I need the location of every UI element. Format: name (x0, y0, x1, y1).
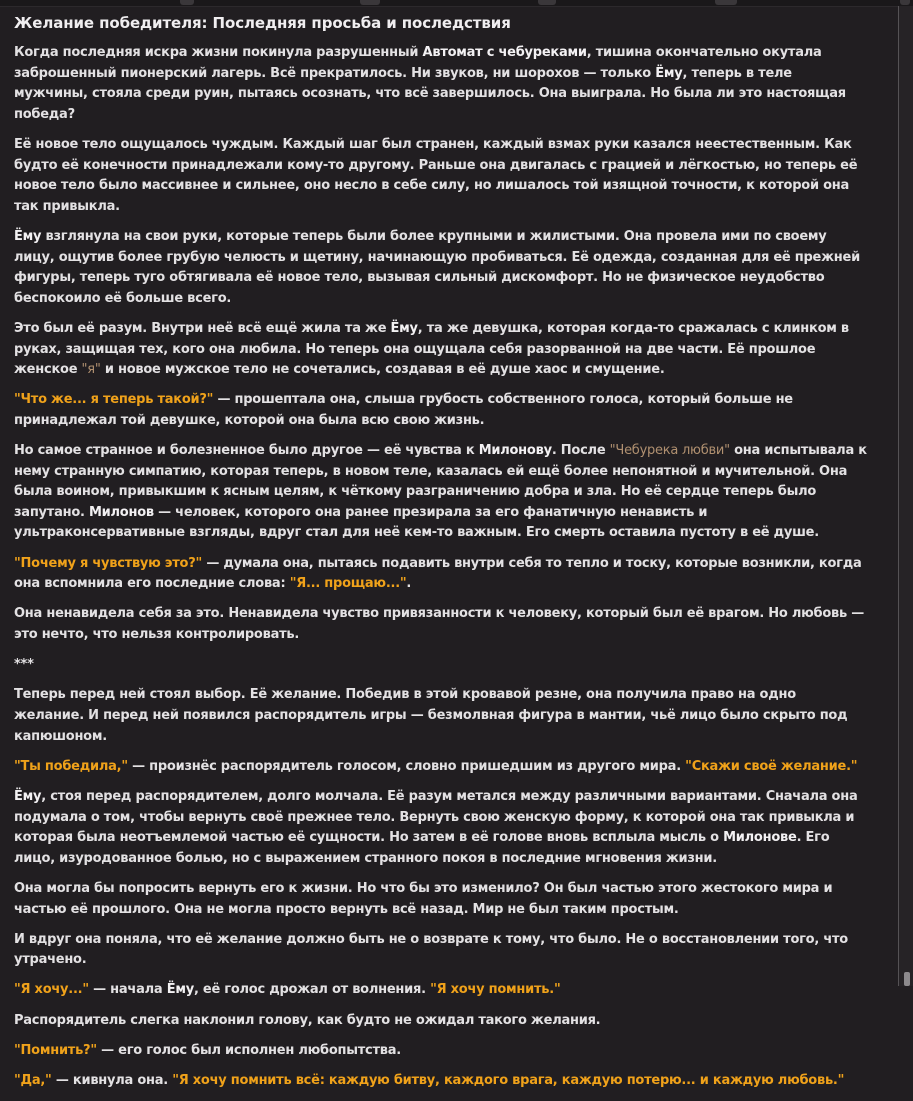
dialogue-quote: "Я хочу помнить." (430, 982, 561, 998)
story-title: Желание победителя: Последняя просьба и последствия (14, 14, 511, 32)
narration-text: Она ненавидела себя за это. Ненавидела чувство привязанности к человеку, который был её врагом. Но любовь — это нечто, что нельзя контролировать. (14, 606, 865, 642)
narration-text: , тишина окончательно окутала заброшенный пионерский лагерь. Всё прекратилось. Ни звуков, ни шорохов — только (14, 45, 822, 81)
narration-text: , теперь в теле мужчины, стояла среди руин, пытаясь осознать, что всё завершилось. Она выиграла. Но была ли это настоящая победа? (14, 65, 846, 122)
dialogue-quote: "Скажи своё желание." (685, 758, 858, 774)
dialogue-quote: "Помнить?" (14, 1042, 97, 1058)
toolbar-icon[interactable] (900, 0, 910, 5)
dialogue-quote: "Я хочу..." (14, 982, 89, 998)
dialogue-quote: "Я хочу помнить всё: каждую битву, каждого врага, каждую потерю... и каждую любовь." (172, 1073, 845, 1089)
top-toolbar-edge (0, 0, 913, 7)
narration-text: *** (14, 657, 34, 673)
narration-text: Распорядитель слегка наклонил голову, как будто не ожидал такого желания. (14, 1012, 601, 1028)
narration-text: Её новое тело ощущалось чуждым. Каждый шаг был странен, каждый взмах руки казался неестественным. Как будто её конечности принадлежали кому-то другому. Раньше она двигалась с грацией и лёгкостью, но теперь её новое тело было массивнее и сильнее, оно несло в себе силу, но лишалось той изящной точности, к которой она так привыкла. (14, 136, 858, 214)
narration-text: — прошептала она, слыша грубость собственного голоса, который больше не принадлежал той девушке, которой она была всю свою жизнь. (14, 392, 793, 428)
narration-text: взглянула на свои руки, которые теперь были более крупными и жилистыми. Она провела ими по своему лицу, ощутив более грубую челюсть и щетину, начинающую пробиваться. Её одежда, созданная для её прежней фигуры, теперь туго обтягивала её новое тело, вызывая сильный дискомфорт. Но не физическое неудобство беспокоило её больше всего. (14, 228, 860, 306)
vertical-scrollbar[interactable] (898, 6, 913, 986)
character-name: Ёму (390, 320, 418, 336)
narration-text: — думала она, пытаясь подавить внутри себя то тепло и тоску, которые возникли, когда она вспомнила его последние слова: (14, 555, 862, 592)
story-paragraph (14, 1041, 869, 1062)
story-paragraph (14, 980, 869, 1001)
narration-text: — его голос был исполнен любопытства. (96, 1042, 401, 1058)
narration-text: , та же девушка, которая когда-то сражалась с клинком в руках, защищая тех, кого она любила. Но теперь она ощущала себя разорванной на две части. Её прошлое женское (14, 320, 849, 378)
narration-text: Это был её разум. Внутри неё всё ещё жила та же (14, 320, 391, 336)
story-paragraph (14, 441, 869, 544)
dialogue-quote: "Почему я чувствую это?" (14, 555, 203, 571)
quoted-term: "я" (81, 362, 101, 378)
scrollbar-thumb[interactable] (904, 972, 910, 986)
narration-text: . Его лицо, изуродованное болью, но с выражением странного покоя в последние мгновения жизни. (14, 830, 830, 866)
narration-text: . После (551, 443, 610, 459)
dialogue-quote: "Я... прощаю..." (289, 576, 407, 592)
narration-text: — начала (88, 982, 167, 998)
character-name: Ёму (14, 228, 42, 244)
toolbar-icon[interactable] (180, 0, 194, 5)
character-name: Милонову (478, 443, 552, 459)
story-paragraph (14, 685, 869, 747)
narration-text: Теперь перед ней стоял выбор. Её желание. Победив в этой кровавой резне, она получила право на одно желание. И перед ней появился распорядитель игры — безмолвная фигура в мантии, чьё лицо было скрыто под капюшоном. (14, 687, 848, 744)
dialogue-quote: "Ты победила," (14, 758, 128, 774)
quoted-term: "Чебурека любви" (609, 443, 730, 459)
story-paragraph (14, 319, 869, 381)
narration-text: Но самое странное и болезненное было другое — её чувства к (14, 443, 479, 459)
narration-text: И вдруг она поняла, что её желание должно быть не о возврате к тому, что было. Не о восстановлении того, что утрачено. (14, 931, 848, 968)
narration-text: она испытывала к нему странную симпатию, которая теперь, в новом теле, казалась ей ещё более непонятной и мучительной. Она была воином, привыкшим к ясным целям, к чёткому разграничению добра и зла. Но её сердце теперь было запутано. (14, 443, 867, 520)
story-paragraph (14, 930, 869, 971)
narration-text: — человек, которого она ранее презирала за его фанатичную ненависть и ультраконсервативные взгляды, вдруг стал для неё кем-то важным. Его смерть оставила пустоту в её душе. (14, 504, 819, 541)
story-paragraph (14, 554, 869, 595)
message-content (14, 12, 869, 1101)
dialogue-quote: "Что же... я теперь такой?" (14, 392, 214, 408)
story-paragraph (14, 655, 869, 676)
toolbar-icon[interactable] (538, 0, 556, 5)
narration-text: Она могла бы попросить вернуть его к жизни. Но что бы это изменило? Он был частью этого жестокого мира и частью её прошлого. Она не могла просто вернуть всё назад. Мир не был таким простым. (14, 880, 833, 917)
character-name: Ёму (655, 65, 683, 81)
story-body (14, 43, 869, 1092)
narration-text: , её голос дрожал от волнения. (193, 982, 431, 998)
toolbar-icon[interactable] (360, 0, 380, 5)
narration-text: . (406, 576, 412, 592)
character-name: Ёму (14, 788, 42, 804)
character-name: Милонове (723, 830, 797, 846)
story-paragraph (14, 787, 869, 869)
story-paragraph (14, 43, 869, 125)
story-paragraph (14, 879, 869, 920)
narration-text: , стоя перед распорядителем, долго молчала. Её разум метался между различными вариантами. Сначала она подумала о том, чтобы вернуть своё прежнее тело. Вернуть свою женскую форму, к которой она так привыкла и которая была неотъемлемой частью её сущности. Но затем в её голове вновь всплыла мысль о (14, 788, 858, 846)
story-paragraph (14, 227, 869, 309)
character-name: Милонов (88, 504, 154, 520)
narration-text: и новое мужское тело не сочетались, создавая в её душе хаос и смущение. (100, 362, 665, 378)
story-paragraph (14, 1011, 869, 1032)
story-paragraph (14, 135, 869, 217)
narration-text: — кивнула она. (51, 1073, 173, 1089)
story-paragraph (14, 390, 869, 431)
dialogue-quote: "Да," (14, 1073, 52, 1089)
character-name: Автомат с чебуреками (422, 45, 587, 60)
narration-text: Когда последняя искра жизни покинула разрушенный (14, 45, 423, 60)
narration-text: — произнёс распорядитель голосом, словно пришедшим из другого мира. (127, 758, 686, 774)
story-paragraph (14, 757, 869, 778)
story-paragraph (14, 1071, 869, 1092)
toolbar-icon[interactable] (715, 0, 737, 5)
story-paragraph (14, 604, 869, 645)
character-name: Ёму (166, 982, 194, 998)
